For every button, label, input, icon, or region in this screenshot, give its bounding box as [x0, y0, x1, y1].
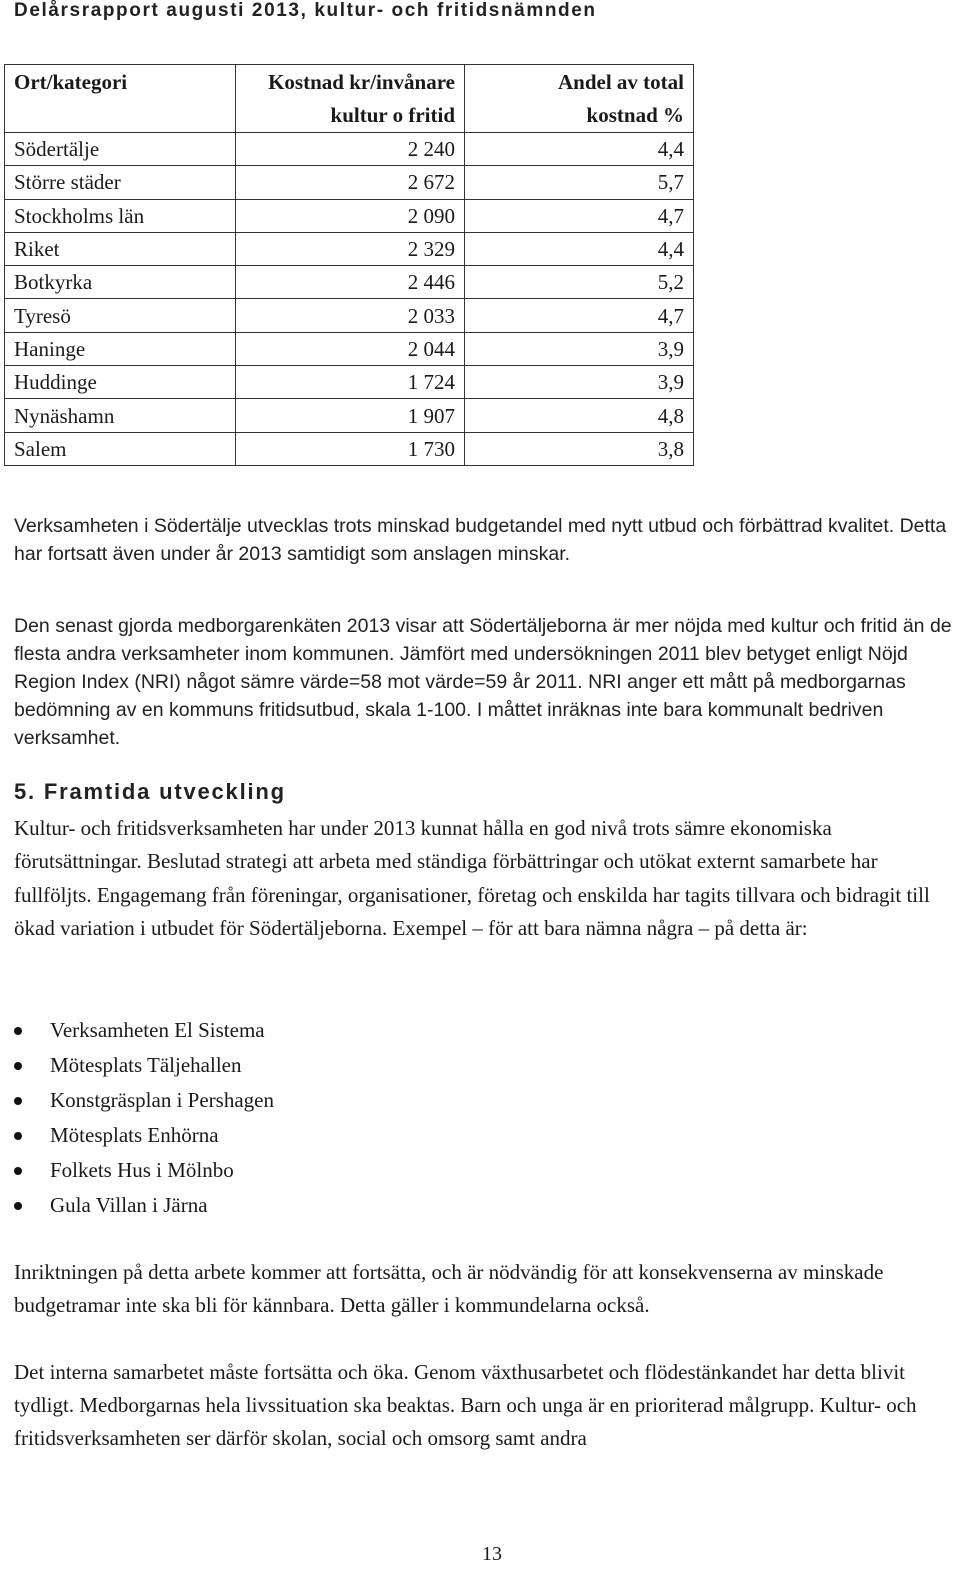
paragraph-development-part2: Detta har fortsatt även under år 2013 samtidigt som anslagen minskar.: [14, 515, 947, 565]
table-row: [5, 266, 694, 299]
cell-cost: 2 033: [236, 299, 465, 332]
section-title: 5. Framtida utveckling: [14, 779, 286, 804]
cell-cost: 2 090: [236, 199, 465, 232]
table-row: [5, 432, 694, 465]
list-item: Konstgräsplan i Pershagen: [0, 1083, 274, 1118]
table-row: [5, 332, 694, 365]
table-row: [5, 133, 694, 166]
cell-cost: 1 724: [236, 366, 465, 399]
paragraph-development-part1: Verksamheten i Södertälje utvecklas trots minskad budgetandel med nytt utbud och förbättrad kvalitet.: [14, 515, 895, 537]
cell-place: Större städer: [5, 166, 236, 199]
cell-place: Huddinge: [5, 366, 236, 399]
bullet-icon: [14, 1097, 22, 1105]
cell-place: Nynäshamn: [5, 399, 236, 432]
bullet-icon: [14, 1167, 22, 1175]
page-number: 13: [482, 1543, 502, 1565]
examples-list: [0, 1013, 274, 1223]
cell-share: 4,4: [465, 133, 694, 166]
cell-cost: 2 672: [236, 166, 465, 199]
cell-cost: 2 446: [236, 266, 465, 299]
paragraph-survey: Den senast gjorda medborgarenkäten 2013 visar att Södertäljeborna är mer nöjda med kultur och fritid än de flesta andra verksamheter inom kommunen. Jämfört med undersökningen 2011 blev betyget enligt Nöjd Region Index (NRI) något sämre värde=58 mot värde=59 år 2011. NRI anger ett mått på medborgarnas bedömning av en kommuns fritidsutbud, skala 1-100. I måttet inräknas inte bara kommunalt bedriven verksamhet.: [14, 615, 952, 749]
cell-share: 3,8: [465, 432, 694, 465]
cell-place: Södertälje: [5, 133, 236, 166]
list-item: Folkets Hus i Mölnbo: [0, 1153, 274, 1188]
table-row: [5, 366, 694, 399]
cell-share: 3,9: [465, 332, 694, 365]
cell-cost: 2 240: [236, 133, 465, 166]
table-row: [5, 199, 694, 232]
table-row: [5, 232, 694, 265]
paragraph-direction: Inriktningen på detta arbete kommer att fortsätta, och är nödvändig för att konsekvenserna av minskade budgetramar inte ska bli för kännbara. Detta gäller i kommundelarna också.: [14, 1260, 884, 1317]
table-row: [5, 299, 694, 332]
cost-table: [4, 64, 694, 466]
list-item: Verksamheten El Sistema: [0, 1013, 274, 1048]
bullet-icon: [14, 1132, 22, 1140]
table-row: [5, 166, 694, 199]
cell-place: Botkyrka: [5, 266, 236, 299]
cell-place: Riket: [5, 232, 236, 265]
document-header: Delårsrapport augusti 2013, kultur- och fritidsnämnden: [14, 0, 597, 21]
cell-place: Tyresö: [5, 299, 236, 332]
table-row: [5, 399, 694, 432]
bullet-icon: [14, 1027, 22, 1035]
cell-share: 5,7: [465, 166, 694, 199]
cell-share: 4,4: [465, 232, 694, 265]
cell-place: Stockholms län: [5, 199, 236, 232]
cell-cost: 1 907: [236, 399, 465, 432]
header-share: Andel av total kostnad %: [465, 65, 694, 133]
cell-cost: 2 044: [236, 332, 465, 365]
bullet-icon: [14, 1202, 22, 1210]
paragraph-section-intro: Kultur- och fritidsverksamheten har under 2013 kunnat hålla en god nivå trots sämre ekonomiska förutsättningar. Beslutad strategi att arbeta med ständiga förbättringar och utökat externt samarbete har fullföljts. Engagemang från föreningar, organisationer, företag och enskilda har tagits tillvara och bidragit till ökad variation i utbudet för Södertäljeborna. Exempel – för att bara nämna några – på detta är:: [14, 816, 930, 941]
cell-share: 3,9: [465, 366, 694, 399]
bullet-icon: [14, 1062, 22, 1070]
header-cost: Kostnad kr/invånare kultur o fritid: [236, 65, 465, 133]
list-item: Mötesplats Enhörna: [0, 1118, 274, 1153]
table-header-row: [5, 65, 694, 133]
list-item: Gula Villan i Järna: [0, 1188, 274, 1223]
list-item: Mötesplats Täljehallen: [0, 1048, 274, 1083]
paragraph-internal-cooperation: Det interna samarbetet måste fortsätta och öka. Genom växthusarbetet och flödestänkandet har detta blivit tydligt. Medborgarnas hela livssituation ska beaktas. Barn och unga är en prioriterad målgrupp. Kultur- och fritidsverksamheten ser därför skolan, social och omsorg samt andra: [14, 1360, 917, 1450]
cell-share: 5,2: [465, 266, 694, 299]
cell-share: 4,7: [465, 299, 694, 332]
paragraph-development: [14, 512, 954, 568]
cell-place: Haninge: [5, 332, 236, 365]
cell-share: 4,7: [465, 199, 694, 232]
cell-cost: 2 329: [236, 232, 465, 265]
cell-place: Salem: [5, 432, 236, 465]
cell-share: 4,8: [465, 399, 694, 432]
header-place: Ort/kategori: [5, 65, 236, 133]
cell-cost: 1 730: [236, 432, 465, 465]
